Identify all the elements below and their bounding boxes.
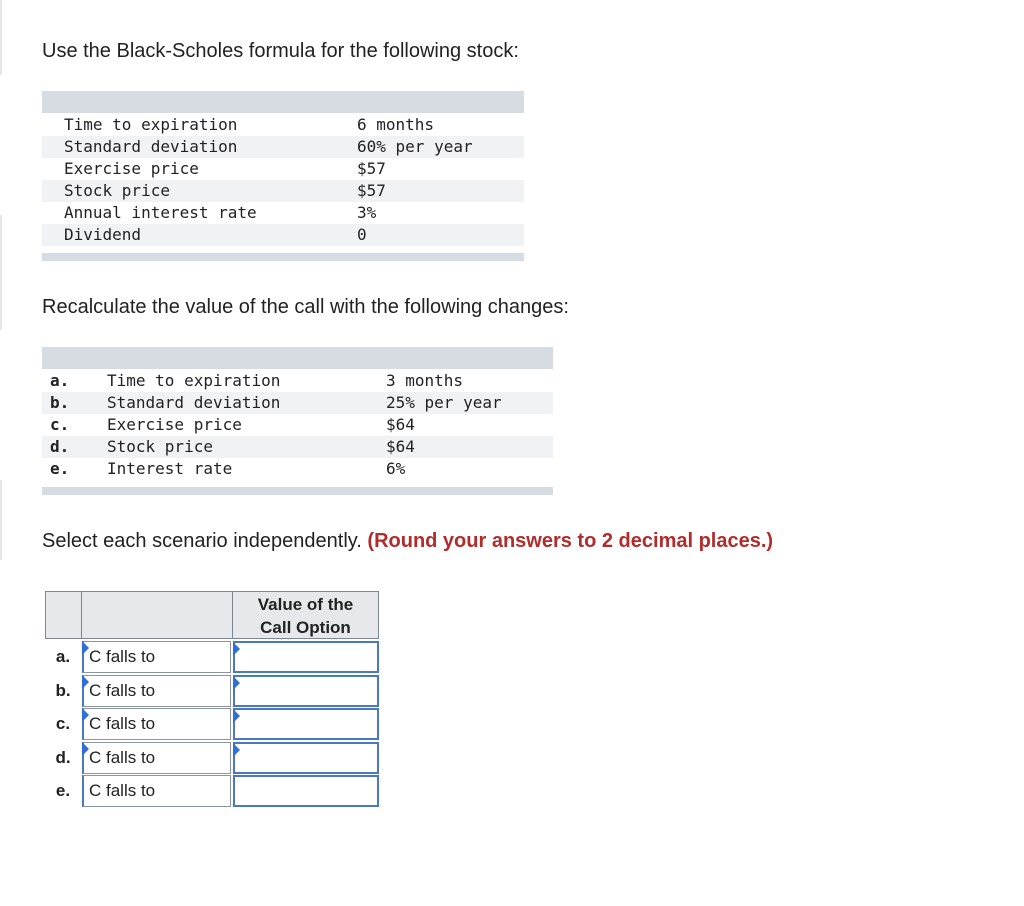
call-value-field[interactable] bbox=[235, 710, 377, 738]
change-value: 3 months bbox=[386, 371, 464, 390]
value-header-line2: Call Option bbox=[260, 618, 351, 637]
answer-row bbox=[45, 707, 379, 741]
change-value: 25% per year bbox=[386, 393, 502, 412]
table-bottom-bar bbox=[42, 487, 553, 495]
change-letter: a. bbox=[50, 371, 70, 390]
change-letter: e. bbox=[50, 459, 70, 478]
change-letter: c. bbox=[50, 415, 70, 434]
answer-row bbox=[45, 640, 379, 674]
instruction-plain: Select each scenario independently. bbox=[42, 530, 362, 552]
given-value: 60% per year bbox=[357, 137, 473, 156]
given-label: Stock price bbox=[64, 181, 170, 200]
rounding-instruction: (Round your answers to 2 decimal places.) bbox=[367, 530, 774, 552]
given-label: Standard deviation bbox=[64, 137, 238, 156]
given-row bbox=[42, 136, 524, 158]
call-value-field[interactable] bbox=[235, 777, 377, 805]
recalc-prompt: Recalculate the value of the call with the following changes: bbox=[42, 296, 569, 318]
scenario-select-value: C falls to bbox=[89, 681, 156, 700]
given-value: 6 months bbox=[357, 115, 435, 134]
input-marker-icon bbox=[233, 743, 240, 757]
change-label: Interest rate bbox=[107, 459, 233, 478]
call-value-input[interactable] bbox=[233, 641, 379, 673]
left-edge-marker bbox=[0, 0, 2, 75]
change-row bbox=[42, 436, 553, 458]
value-column-header bbox=[232, 591, 379, 639]
scenario-select[interactable] bbox=[82, 775, 231, 807]
change-row bbox=[42, 414, 553, 436]
change-value: $64 bbox=[386, 437, 415, 456]
call-value-input[interactable] bbox=[233, 775, 379, 807]
scenario-select[interactable] bbox=[82, 641, 231, 673]
given-value: $57 bbox=[357, 159, 386, 178]
answer-row bbox=[45, 741, 379, 775]
change-value: 6% bbox=[386, 459, 406, 478]
changes-table bbox=[42, 347, 553, 495]
header-letter-cell bbox=[45, 591, 82, 639]
given-row bbox=[42, 114, 524, 136]
answer-letter: e. bbox=[55, 781, 71, 800]
call-value-input[interactable] bbox=[233, 675, 379, 707]
given-row bbox=[42, 202, 524, 224]
input-marker-icon bbox=[233, 709, 240, 723]
change-letter: d. bbox=[50, 437, 70, 456]
value-header-line1: Value of the bbox=[257, 595, 354, 614]
instruction-text bbox=[42, 530, 773, 553]
given-label: Time to expiration bbox=[64, 115, 238, 134]
answer-letter: b. bbox=[55, 681, 71, 700]
answer-table bbox=[45, 591, 379, 808]
change-row bbox=[42, 370, 553, 392]
answer-row bbox=[45, 774, 379, 808]
change-label: Exercise price bbox=[107, 415, 242, 434]
change-label: Stock price bbox=[107, 437, 213, 456]
dropdown-marker-icon bbox=[82, 708, 89, 722]
scenario-select[interactable] bbox=[82, 675, 231, 707]
change-label: Time to expiration bbox=[107, 371, 281, 390]
input-marker-icon bbox=[233, 642, 240, 656]
intro-text: Use the Black-Scholes formula for the following stock: bbox=[42, 40, 519, 62]
scenario-select-value: C falls to bbox=[89, 647, 156, 666]
header-selection-cell bbox=[81, 591, 233, 639]
given-value: 0 bbox=[357, 225, 367, 244]
change-row bbox=[42, 392, 553, 414]
change-letter: b. bbox=[50, 393, 70, 412]
answer-row bbox=[45, 674, 379, 708]
given-label: Exercise price bbox=[64, 159, 199, 178]
table-top-bar bbox=[42, 347, 553, 369]
change-row bbox=[42, 458, 553, 480]
call-value-field[interactable] bbox=[235, 643, 377, 671]
input-marker-icon bbox=[233, 676, 240, 690]
scenario-select[interactable] bbox=[82, 708, 231, 740]
given-label: Annual interest rate bbox=[64, 203, 257, 222]
scenario-select-value: C falls to bbox=[89, 714, 156, 733]
dropdown-marker-icon bbox=[82, 641, 89, 655]
given-data-table bbox=[42, 91, 524, 261]
given-row bbox=[42, 180, 524, 202]
given-value: 3% bbox=[357, 203, 377, 222]
left-edge-marker bbox=[0, 480, 2, 560]
call-value-field[interactable] bbox=[235, 677, 377, 705]
given-label: Dividend bbox=[64, 225, 142, 244]
given-value: $57 bbox=[357, 181, 386, 200]
dropdown-marker-icon bbox=[82, 742, 89, 756]
change-label: Standard deviation bbox=[107, 393, 281, 412]
given-row bbox=[42, 224, 524, 246]
scenario-select-value: C falls to bbox=[89, 781, 156, 800]
given-row bbox=[42, 158, 524, 180]
call-value-input[interactable] bbox=[233, 742, 379, 774]
scenario-select[interactable] bbox=[82, 742, 231, 774]
table-top-bar bbox=[42, 91, 524, 113]
answer-letter: a. bbox=[55, 647, 71, 666]
scenario-select-value: C falls to bbox=[89, 748, 156, 767]
left-edge-marker bbox=[0, 215, 2, 330]
call-value-input[interactable] bbox=[233, 708, 379, 740]
table-bottom-bar bbox=[42, 253, 524, 261]
answer-letter: d. bbox=[55, 748, 71, 767]
call-value-field[interactable] bbox=[235, 744, 377, 772]
answer-letter: c. bbox=[55, 714, 71, 733]
dropdown-marker-icon bbox=[82, 675, 89, 689]
change-value: $64 bbox=[386, 415, 415, 434]
